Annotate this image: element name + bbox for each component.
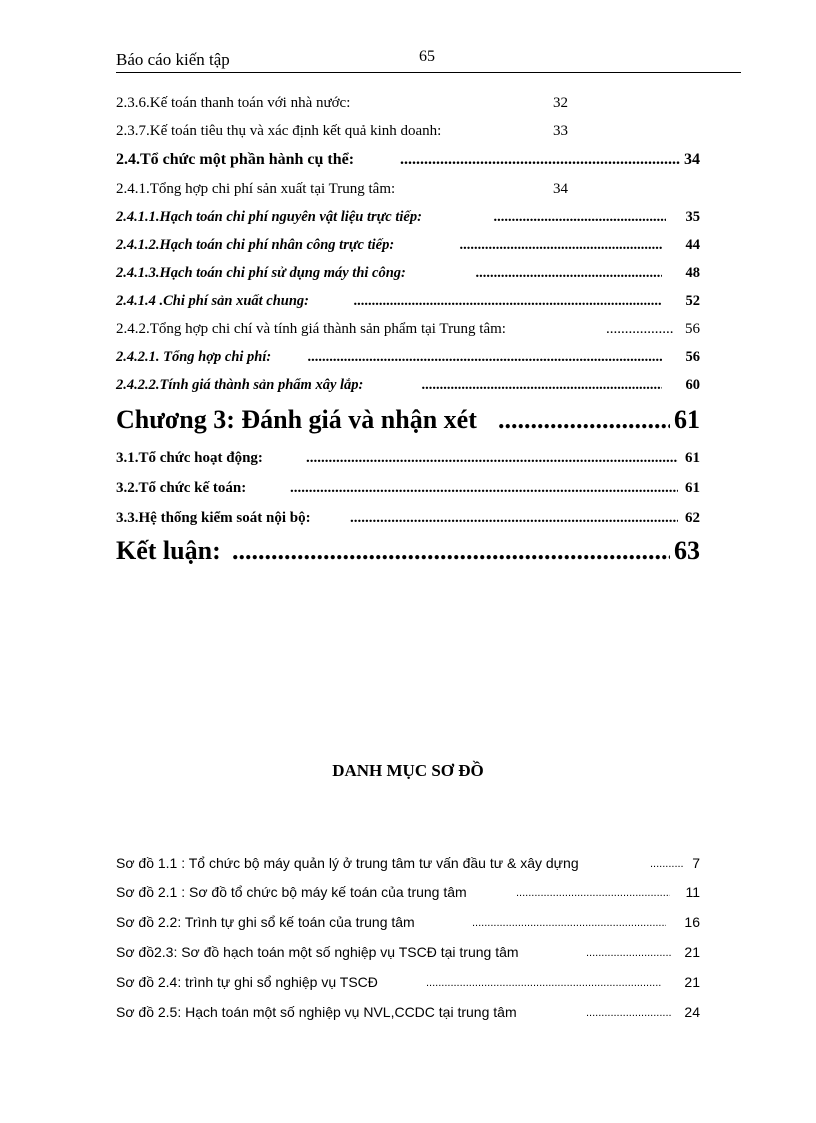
toc-leader-dots [494, 209, 666, 226]
toc-entry-page: 62 [685, 510, 700, 526]
toc-chapter-entry [116, 405, 700, 439]
toc-entry [116, 293, 700, 313]
diagram-list-item [116, 974, 700, 992]
toc-chapter-entry [116, 536, 700, 570]
toc-entry-page: 33 [553, 123, 568, 139]
toc-leader-dots [606, 321, 674, 338]
diagram-leader-dots [586, 944, 672, 962]
toc-entry [116, 510, 700, 530]
toc-leader-dots [460, 237, 662, 254]
toc-entry-page: 63 [674, 536, 700, 565]
diagram-item-page: 24 [684, 1004, 700, 1020]
toc-entry-label: 3.3.Hệ thống kiểm soát nội bộ: [116, 510, 311, 526]
toc-leader-dots [232, 536, 670, 566]
toc-entry-page: 32 [553, 95, 568, 111]
toc-leader-dots [354, 293, 662, 310]
toc-entry [116, 480, 700, 500]
diagram-list-item [116, 914, 700, 932]
diagram-item-page: 21 [684, 974, 700, 990]
toc-entry-page: 61 [685, 480, 700, 496]
toc-entry-label: 2.4.1.4 .Chi phí sản xuất chung: [116, 293, 309, 309]
toc-entry-label: 2.4.1.2.Hạch toán chi phí nhân công trực tiếp: [116, 237, 395, 253]
toc-entry [116, 349, 700, 369]
toc-entry [116, 321, 700, 341]
diagram-list-item [116, 884, 700, 902]
toc-entry-page: 60 [685, 377, 700, 393]
toc-leader-dots [400, 151, 680, 169]
diagram-item-label: Sơ đồ 1.1 : Tổ chức bộ máy quản lý ở trung tâm tư vấn đầu tư & xây dựng [116, 855, 579, 871]
toc-entry-page: 61 [685, 450, 700, 466]
diagram-list-item [116, 944, 700, 962]
page-header [116, 48, 741, 73]
toc-entry [116, 377, 700, 397]
diagram-list-item [116, 855, 700, 873]
diagram-item-label: Sơ đồ 2.4: trình tự ghi sổ nghiệp vụ TSCĐ [116, 974, 378, 990]
diagram-item-page: 16 [684, 914, 700, 930]
toc-entry-label: 2.3.6.Kế toán thanh toán với nhà nước: [116, 95, 351, 111]
diagram-list-item [116, 1004, 700, 1022]
diagram-item-label: Sơ đồ2.3: Sơ đồ hạch toán một số nghiệp vụ TSCĐ tại trung tâm [116, 944, 519, 960]
toc-entry [116, 181, 700, 201]
toc-entry-label: Chương 3: Đánh giá và nhận xét [116, 405, 477, 434]
toc-entry-page: 56 [685, 349, 700, 365]
toc-entry-label: 2.3.7.Kế toán tiêu thụ và xác định kết quả kinh doanh: [116, 123, 442, 139]
report-title: Báo cáo kiến tập [116, 50, 230, 69]
toc-entry-label: 3.2.Tổ chức kế toán: [116, 480, 247, 496]
toc-leader-dots [498, 405, 670, 435]
diagram-leader-dots [650, 855, 684, 873]
toc-entry-page: 48 [685, 265, 700, 281]
toc-entry-label: 2.4.1.3.Hạch toán chi phí sử dụng máy thi công: [116, 265, 406, 281]
toc-entry [116, 151, 700, 173]
toc-entry-page: 52 [685, 293, 700, 309]
toc-entry [116, 450, 700, 470]
diagram-item-page: 7 [692, 855, 700, 871]
toc-entry-label: 2.4.2.2.Tính giá thành sản phẩm xây lắp: [116, 377, 364, 393]
toc-entry-page: 56 [685, 321, 700, 337]
toc-entry [116, 209, 700, 229]
diagram-item-page: 21 [684, 944, 700, 960]
toc-entry-label: 3.1.Tổ chức hoạt động: [116, 450, 263, 466]
toc-leader-dots [306, 450, 678, 467]
toc-entry-page: 61 [674, 405, 700, 434]
toc-entry-page: 34 [553, 181, 568, 197]
diagram-leader-dots [426, 974, 662, 992]
toc-entry [116, 123, 700, 143]
diagram-list-title: DANH MỤC SƠ ĐỒ [332, 761, 484, 780]
toc-leader-dots [350, 510, 678, 527]
diagram-item-label: Sơ đồ 2.1 : Sơ đồ tổ chức bộ máy kế toán của trung tâm [116, 884, 467, 900]
toc-leader-dots [290, 480, 678, 497]
toc-leader-dots [422, 377, 662, 394]
toc-entry-label: 2.4.2.Tổng hợp chi chí và tính giá thành sản phẩm tại Trung tâm: [116, 321, 506, 337]
toc-entry-page: 44 [685, 237, 700, 253]
toc-leader-dots [476, 265, 662, 282]
diagram-item-label: Sơ đồ 2.2: Trình tự ghi sổ kế toán của trung tâm [116, 914, 415, 930]
toc-entry-label: 2.4.1.Tổng hợp chi phí sản xuất tại Trung tâm: [116, 181, 396, 197]
diagram-item-label: Sơ đồ 2.5: Hạch toán một số nghiệp vụ NVL,CCDC tại trung tâm [116, 1004, 517, 1020]
toc-entry-page: 34 [684, 151, 700, 168]
diagram-leader-dots [472, 914, 666, 932]
page-number: 65 [419, 48, 435, 65]
diagram-leader-dots [516, 884, 670, 902]
toc-entry-label: 2.4.2.1. Tổng hợp chi phí: [116, 349, 272, 365]
toc-entry [116, 95, 700, 115]
toc-entry-page: 35 [685, 209, 700, 225]
toc-entry-label: Kết luận: [116, 536, 221, 565]
toc-entry-label: 2.4.Tổ chức một phần hành cụ thể: [116, 151, 355, 168]
diagram-item-page: 11 [685, 884, 700, 900]
toc-leader-dots [308, 349, 662, 366]
toc-entry-label: 2.4.1.1.Hạch toán chi phí nguyên vật liệu trực tiếp: [116, 209, 422, 225]
toc-entry [116, 265, 700, 285]
diagram-leader-dots [586, 1004, 672, 1022]
toc-entry [116, 237, 700, 257]
